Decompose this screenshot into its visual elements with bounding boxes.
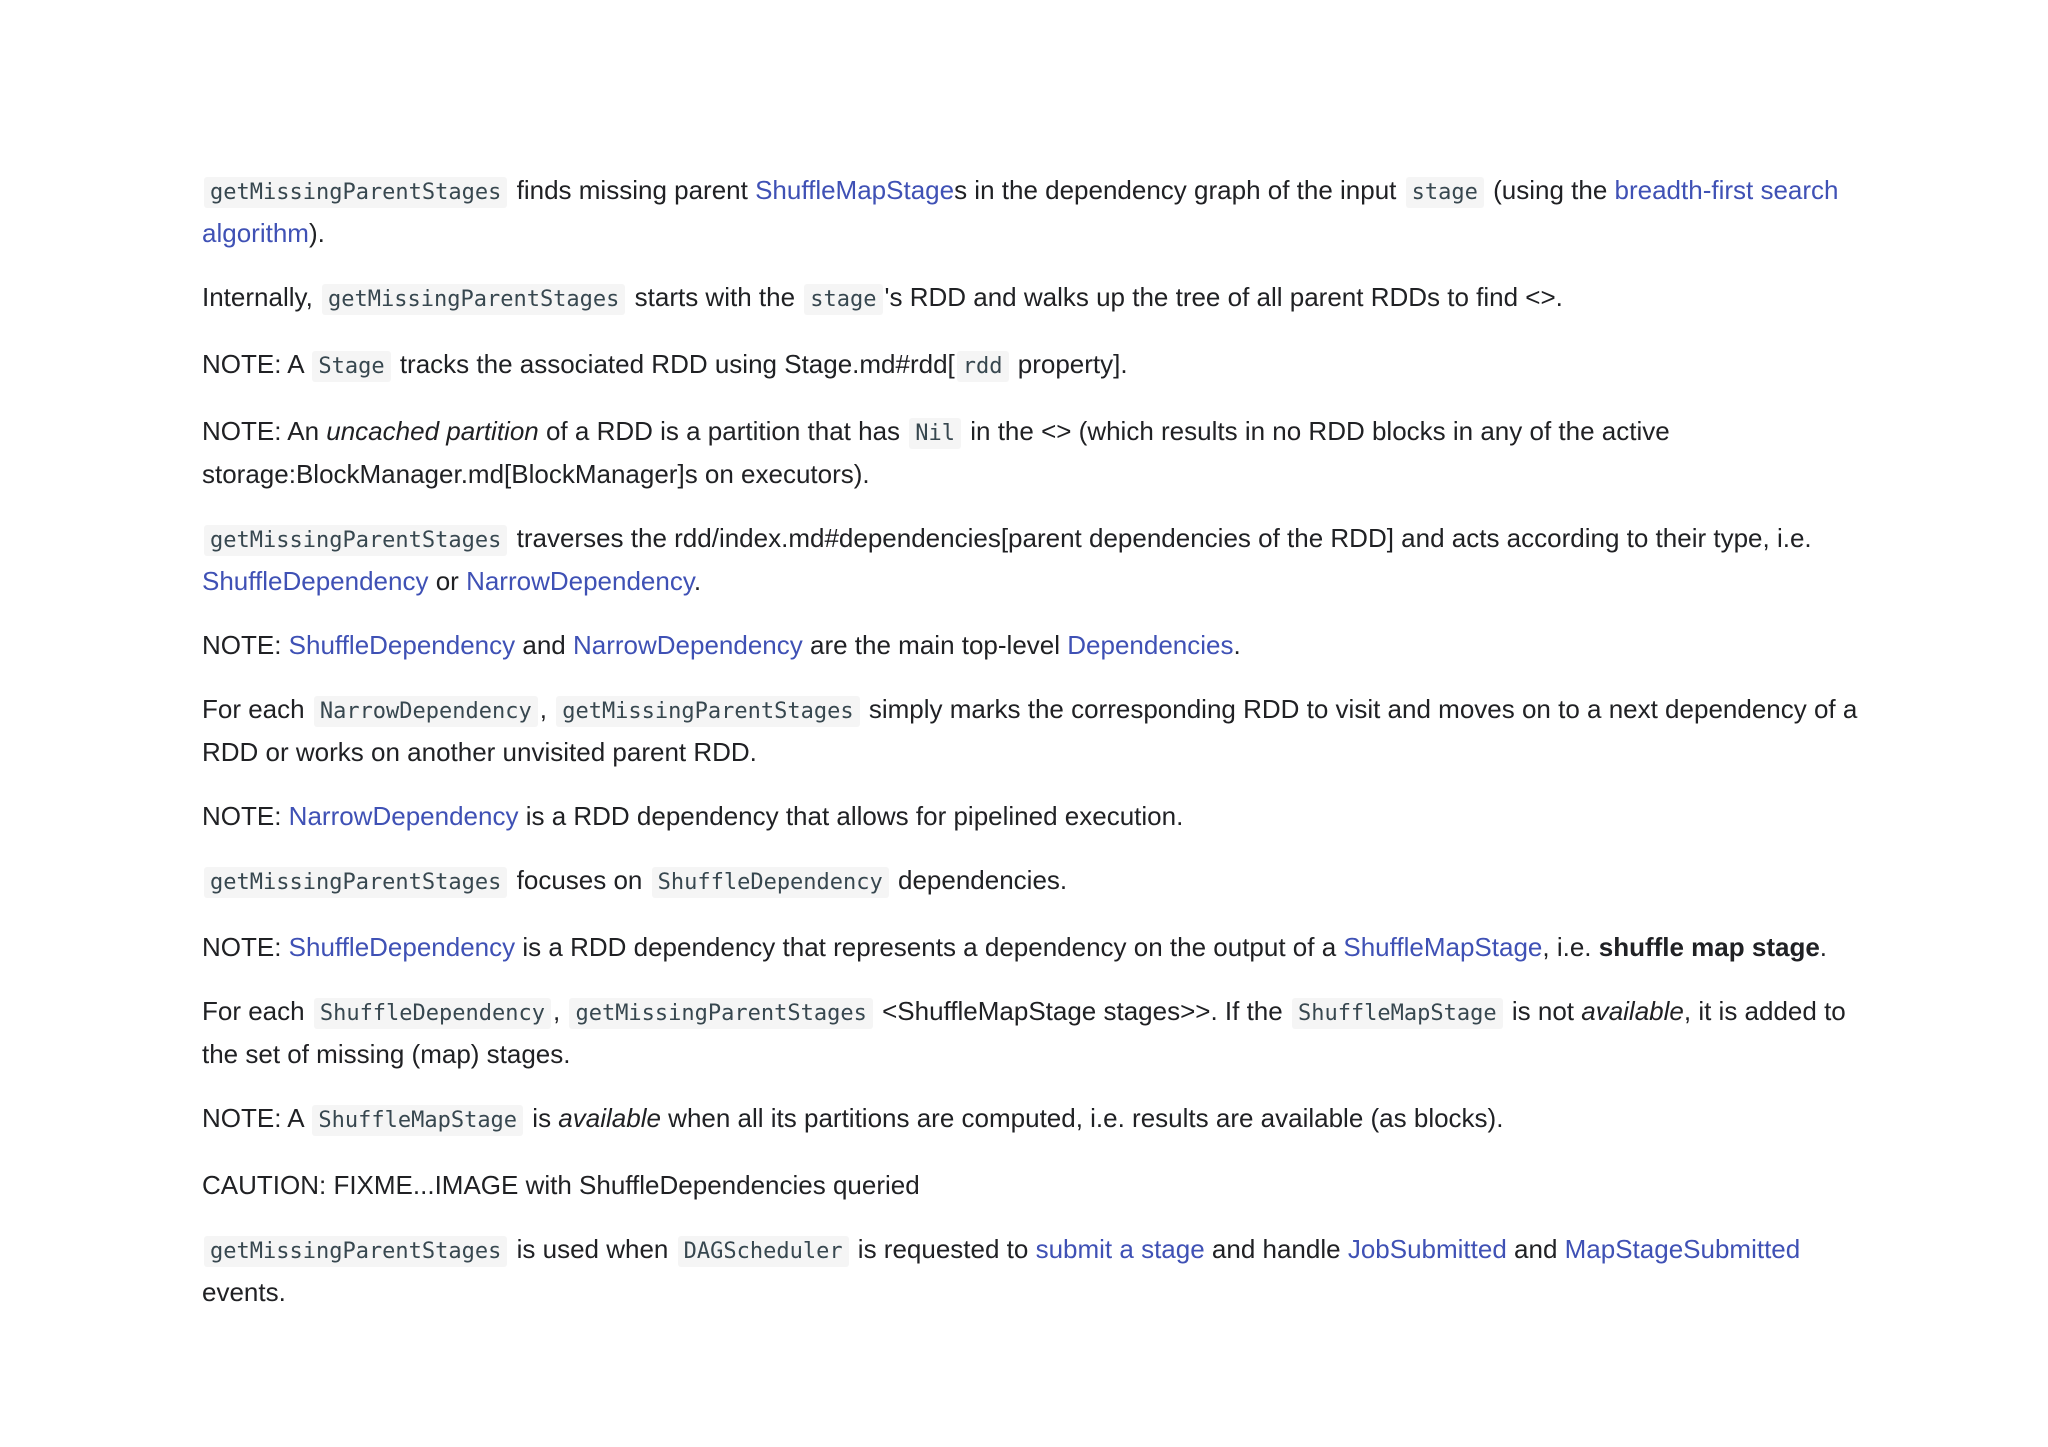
body-text: and handle [1204,1234,1348,1264]
body-text: <ShuffleMapStage stages>>. If the [874,996,1290,1026]
doc-link[interactable]: ShuffleDependency [288,932,516,962]
doc-link[interactable]: ShuffleMapStage [1343,932,1543,962]
inline-code: getMissingParentStages [569,998,872,1029]
body-text: . [1819,932,1828,962]
body-text: is requested to [850,1234,1036,1264]
body-text: NOTE: A [202,1103,311,1133]
doc-link[interactable]: NarrowDependency [466,566,694,596]
inline-code: getMissingParentStages [204,867,507,898]
body-text: is a RDD dependency that allows for pipelined execution. [518,801,1184,831]
emphasis-text: available [558,1103,661,1133]
inline-code: stage [1406,177,1484,208]
paragraph [202,689,1862,772]
inline-code: getMissingParentStages [204,177,507,208]
paragraph [202,170,1862,253]
paragraph [202,927,1862,967]
paragraph [202,518,1862,601]
strong-text: shuffle map stage [1598,932,1820,962]
emphasis-text: uncached partition [326,416,539,446]
inline-code: NarrowDependency [314,696,538,727]
body-text: events. [202,1277,286,1307]
body-text: tracks the associated RDD using Stage.md#rdd[ [392,349,955,379]
body-text: property]. [1010,349,1128,379]
body-text: (using the [1485,175,1615,205]
body-text: NOTE: A [202,349,311,379]
body-text: NOTE: An [202,416,327,446]
doc-link[interactable]: NarrowDependency [572,630,803,660]
body-text: of a RDD is a partition that has [538,416,908,446]
inline-code: stage [804,284,882,315]
inline-code: DAGScheduler [678,1236,849,1267]
document-body [202,170,1862,1336]
body-text: . [1233,630,1241,660]
body-text: NOTE: [202,932,289,962]
emphasis-text: available [1581,996,1684,1026]
body-text: NOTE: [202,801,289,831]
paragraph [202,344,1862,387]
body-text: 's RDD and walks up the tree of all parent RDDs to find <>. [884,282,1563,312]
doc-link[interactable]: Dependencies [1067,630,1234,660]
body-text: For each [202,694,312,724]
body-text: s in the dependency graph of the input [954,175,1404,205]
paragraph [202,1229,1862,1312]
body-text: ). [308,218,325,248]
body-text: in the <> (which results in no RDD blocks in any of the active storage:BlockManager.md[BlockManager]s on executors). [202,416,1670,489]
body-text: . [693,566,702,596]
inline-code: getMissingParentStages [204,1236,507,1267]
inline-code: getMissingParentStages [204,525,507,556]
body-text: and [1506,1234,1565,1264]
inline-code: getMissingParentStages [322,284,625,315]
body-text: NOTE: [202,630,289,660]
body-text: , [539,694,555,724]
body-text: are the main top-level [802,630,1068,660]
body-text: Internally, [202,282,321,312]
inline-code: ShuffleMapStage [1292,998,1503,1029]
body-text: , it is added to the set of missing (map) stages. [202,996,1846,1069]
body-text: is not [1504,996,1582,1026]
inline-code: rdd [957,351,1009,382]
body-text: is [525,1103,559,1133]
inline-code: getMissingParentStages [556,696,859,727]
doc-link[interactable]: ShuffleDependency [288,630,516,660]
body-text: is used when [509,1234,676,1264]
body-text: and [515,630,573,660]
body-text: CAUTION: FIXME...IMAGE with ShuffleDependencies queried [202,1170,920,1200]
doc-link[interactable]: NarrowDependency [288,801,519,831]
doc-link[interactable]: ShuffleDependency [202,566,429,596]
body-text: , i.e. [1542,932,1599,962]
paragraph [202,1098,1862,1141]
paragraph [202,860,1862,903]
body-text: For each [202,996,312,1026]
body-text: dependencies. [890,865,1068,895]
doc-link[interactable]: submit a stage [1035,1234,1205,1264]
body-text: finds missing parent [509,175,756,205]
inline-code: ShuffleMapStage [312,1105,523,1136]
inline-code: ShuffleDependency [652,867,889,898]
inline-code: Stage [312,351,390,382]
doc-link[interactable]: MapStageSubmitted [1564,1234,1801,1264]
paragraph [202,1165,1862,1205]
paragraph [202,411,1862,494]
paragraph [202,796,1862,836]
body-text: traverses the rdd/index.md#dependencies[parent dependencies of the RDD] and acts according to their type, i.e. [509,523,1812,553]
body-text: is a RDD dependency that represents a dependency on the output of a [515,932,1344,962]
doc-link[interactable]: JobSubmitted [1347,1234,1507,1264]
body-text: simply marks the corresponding RDD to visit and moves on to a next dependency of a RDD or works on another unvisited parent RDD. [202,694,1858,767]
inline-code: Nil [909,418,961,449]
doc-link[interactable]: breadth-first search algorithm [202,175,1839,248]
body-text: or [428,566,467,596]
inline-code: ShuffleDependency [314,998,551,1029]
body-text: focuses on [509,865,650,895]
body-text: starts with the [627,282,803,312]
paragraph [202,277,1862,320]
body-text: , [553,996,568,1026]
body-text: when all its partitions are computed, i.e. results are available (as blocks). [660,1103,1504,1133]
paragraph [202,991,1862,1074]
doc-link[interactable]: ShuffleMapStage [755,175,955,205]
paragraph [202,625,1862,665]
